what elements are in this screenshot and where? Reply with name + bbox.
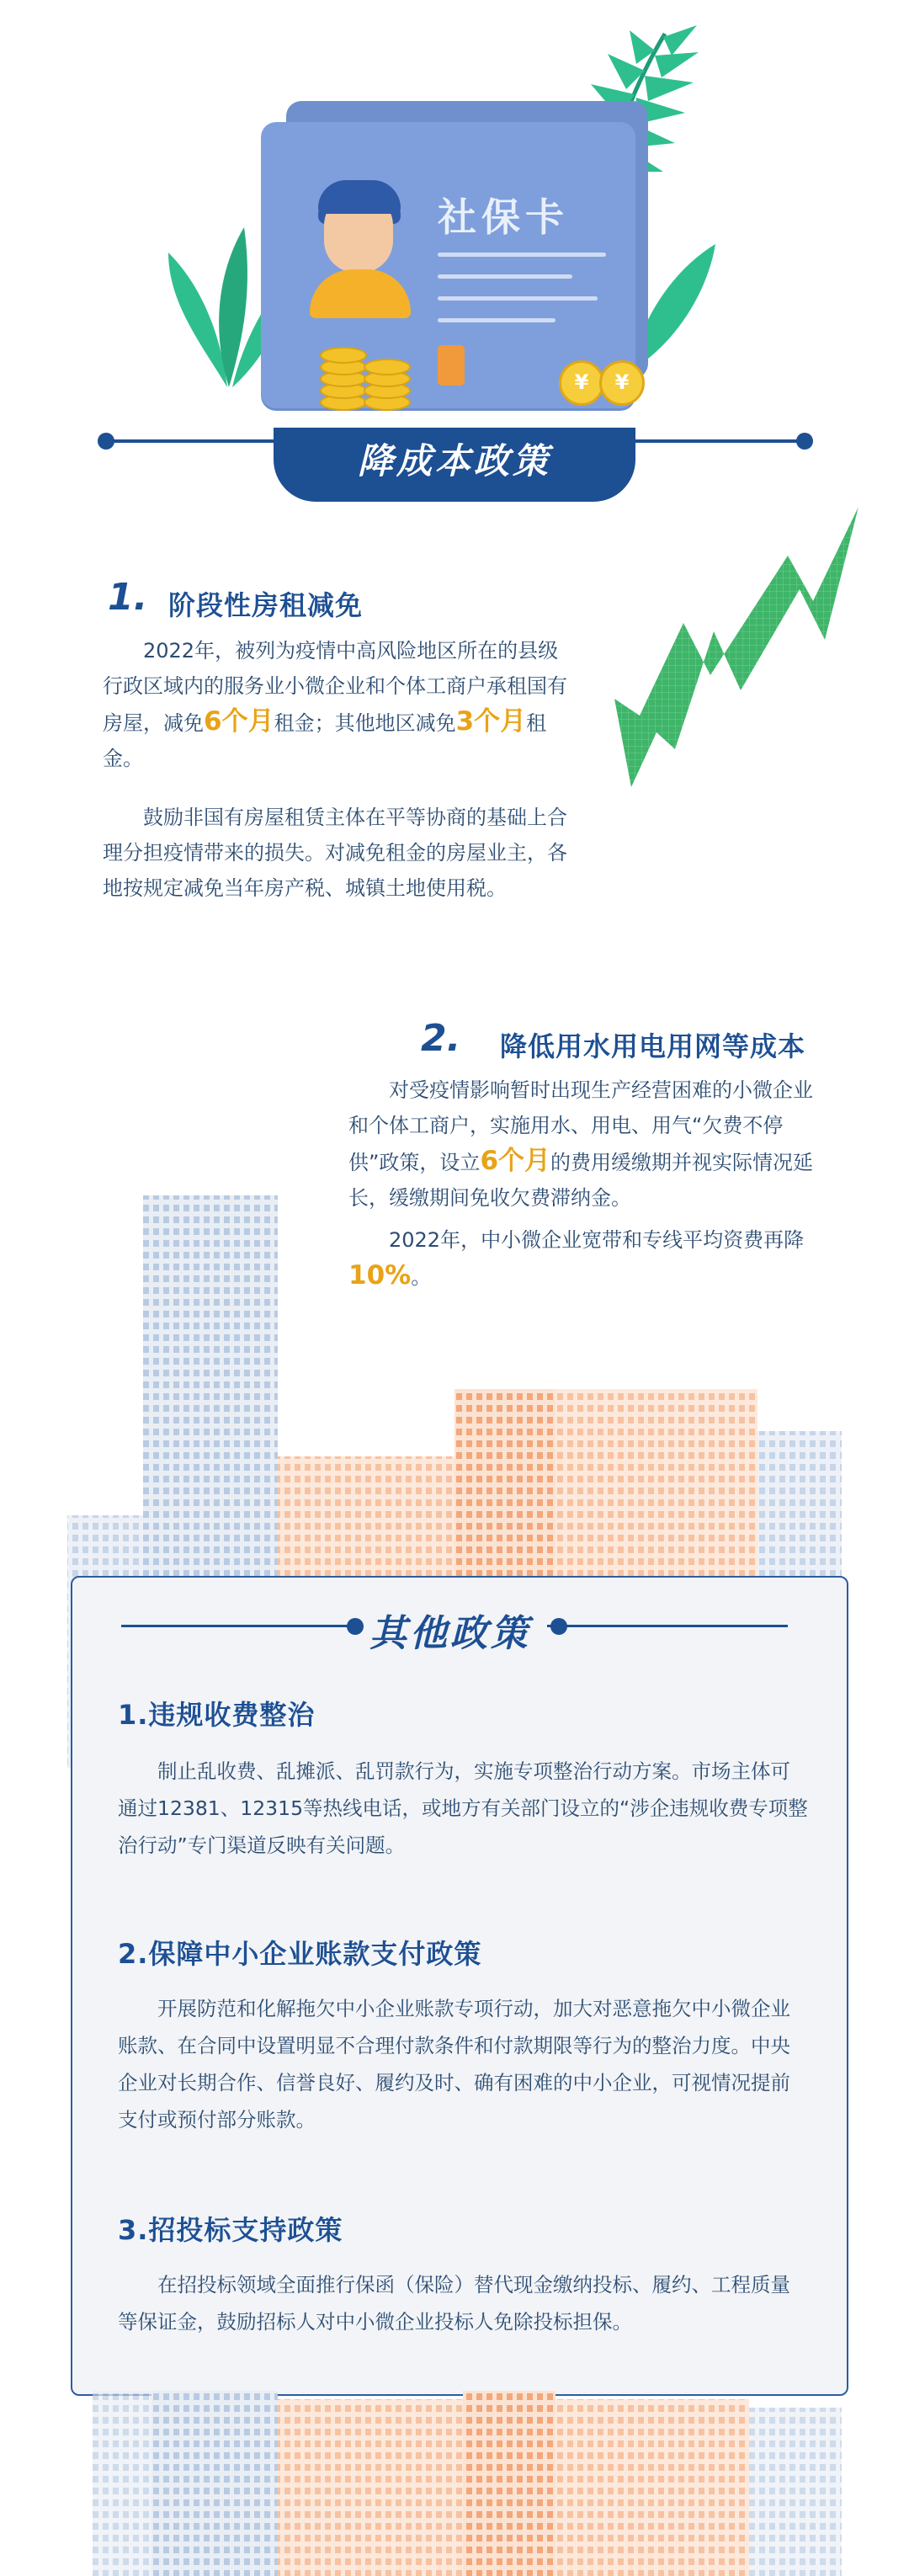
policy-paragraph: 制止乱收费、乱摊派、乱罚款行为，实施专项整治行动方案。市场主体可通过12381、12315等热线电话，或地方有关部门设立的“涉企违规收费专项整治行动”专门渠道反映有关问题。	[118, 1759, 808, 1857]
banner-dot	[98, 433, 114, 450]
policy-paragraph: 开展防范和化解拖欠中小企业账款专项行动，加大对恶意拖欠中小微企业账款、在合同中设置明显不合理付款条件和付款期限等行为的整治力度。中央企业对长期合作、信誉良好、履约及时、确有困难的中小企业，可视情况提前支付或预付部分账款。	[118, 1997, 790, 2132]
policy-paragraph: 在招投标领域全面推行保函（保险）替代现金缴纳投标、履约、工程质量等保证金，鼓励招标人对中小微企业投标人免除投标担保。	[118, 2273, 790, 2334]
panel-title: 其他政策	[369, 1612, 531, 1655]
banner-dot	[796, 433, 813, 450]
coin-icon: ¥	[559, 360, 604, 406]
avatar-hair-top	[318, 180, 401, 214]
title-divider	[121, 1625, 354, 1627]
policy-subtitle: 2.保障中小企业账款支付政策	[118, 1938, 482, 1970]
policy-paragraph: 2022年，被列为疫情中高风险地区所在的县级行政区域内的服务业小微企业和个体工商户承租国有房屋，减免6个月租金；其他地区减免3个月租金。	[103, 639, 567, 770]
policy-paragraph: 2022年，中小微企业宽带和专线平均资费再降10%。	[348, 1228, 805, 1291]
policy-subtitle: 3.招投标支持政策	[118, 2214, 343, 2246]
coin-icon: ¥	[599, 360, 645, 406]
section-title: 降成本政策	[357, 440, 551, 482]
city-skyline-illustration	[0, 2391, 909, 2576]
policy-paragraph: 鼓励非国有房屋租赁主体在平等协商的基础上合理分担疫情带来的损失。对减免租金的房屋业主，各地按规定减免当年房产税、城镇土地使用税。	[103, 806, 567, 900]
title-dot	[550, 1618, 567, 1635]
section-banner	[274, 428, 635, 502]
policy-paragraph: 对受疫情影响暂时出现生产经营困难的小微企业和个体工商户，实施用水、用电、用气“欠费不停供”政策，设立6个月的费用缓缴期并视实际情况延长，缓缴期间免收欠费滞纳金。	[348, 1078, 814, 1210]
phone-icon	[438, 345, 465, 386]
policy-subtitle: 1.违规收费整治	[118, 1699, 316, 1731]
card-title: 社保卡	[438, 194, 569, 240]
policy-title: 降低用水用电用网等成本	[500, 1030, 806, 1062]
policy-title: 阶段性房租减免	[168, 589, 364, 621]
title-divider	[547, 1625, 788, 1627]
policy-number: 2.	[421, 1017, 461, 1060]
down-arrow-icon	[614, 497, 867, 800]
policy-number: 1.	[108, 576, 148, 619]
hero-illustration	[0, 0, 909, 438]
